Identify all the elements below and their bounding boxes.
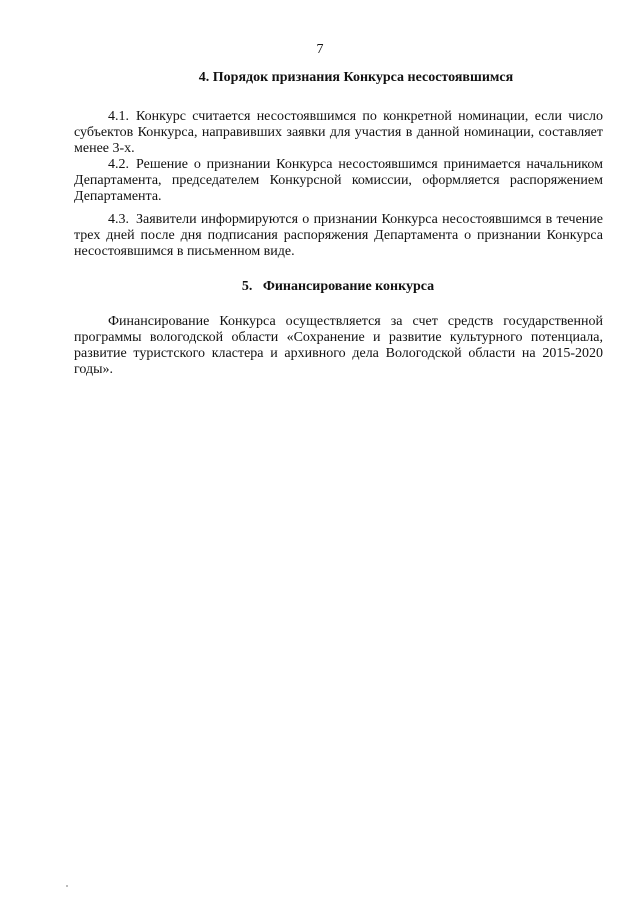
- paragraph-text: Решение о признании Конкурса несостоявшимся принимается начальником Департамента, председателем Конкурсной комиссии, оформляется распоряжением Департамента.: [74, 157, 603, 204]
- page-number: 7: [316, 42, 324, 57]
- paragraph-4-3: [74, 212, 603, 260]
- paragraph-text: Конкурс считается несостоявшимся по конкретной номинации, если число субъектов Конкурса, направивших заявки для участия в данной номинации, составляет менее 3-х.: [74, 109, 603, 156]
- paragraph-text: Заявители информируются о признании Конкурса несостоявшимся в течение трех дней после дня подписания распоряжения Департамента о признании Конкурса несостоявшимся в письменном виде.: [74, 212, 603, 259]
- paragraph-number: 4.2.: [108, 157, 129, 172]
- paragraph-number: 4.3.: [108, 212, 129, 227]
- paragraph-4-2: [74, 157, 603, 205]
- paragraph-5: [74, 314, 603, 378]
- section-4-heading: 4. Порядок признания Конкурса несостоявшимся: [198, 70, 514, 85]
- paragraph-text: Финансирование Конкурса осуществляется за счет средств государственной программы вологодской области «Сохранение и развитие культурного потенциала, развитие туристского кластера и архивного дела Вологодской области на 2015-2020 годы».: [74, 314, 603, 377]
- paragraph-4-1: [74, 109, 603, 157]
- section-5-heading: 5. Финансирование конкурса: [241, 279, 435, 294]
- scan-speck: [66, 885, 68, 887]
- paragraph-number: 4.1.: [108, 109, 129, 124]
